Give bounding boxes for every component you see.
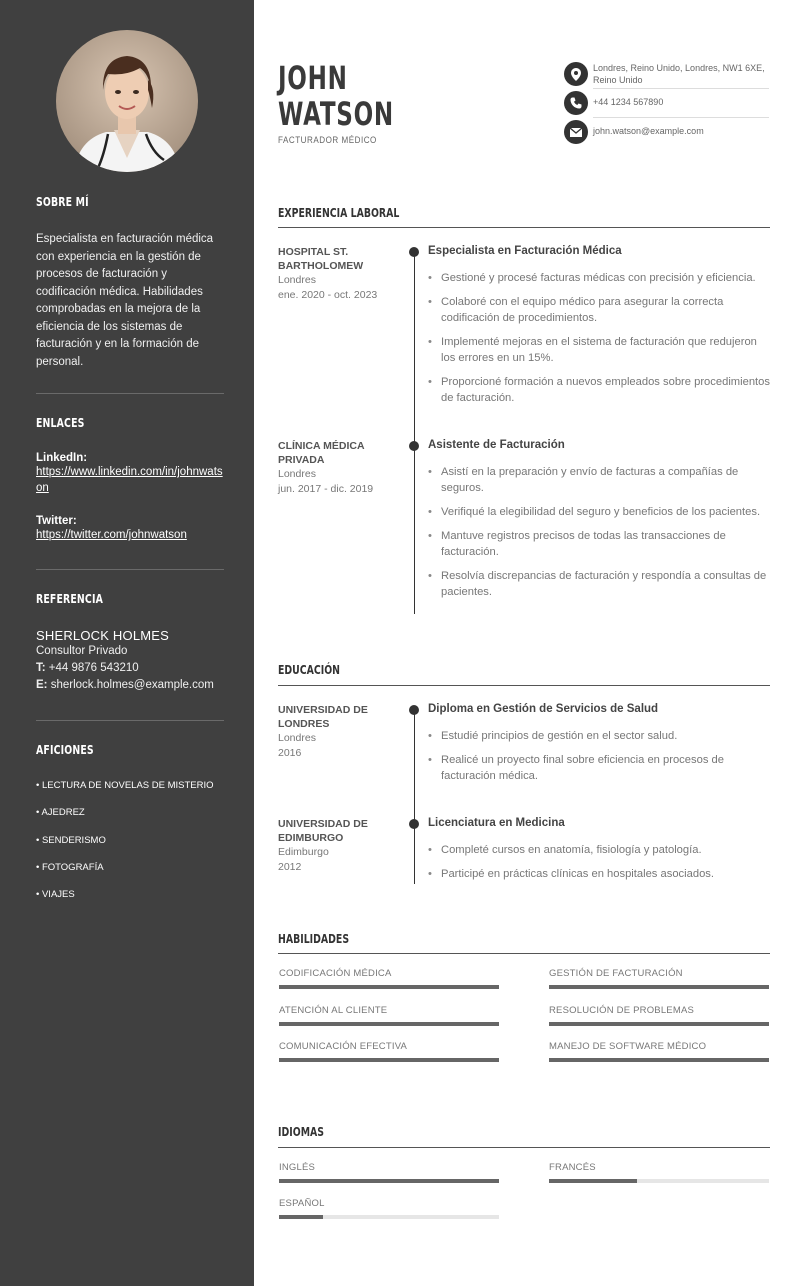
skill-bar xyxy=(549,1022,769,1026)
bullet-item: • Participé en prácticas clínicas en hospitales asociados. xyxy=(428,866,773,882)
timeline-dot xyxy=(409,819,419,829)
reference-title: REFERENCIA xyxy=(36,592,103,606)
skill-bar xyxy=(549,1058,769,1062)
skill-item xyxy=(279,1005,499,1026)
job-org: CLÍNICA MÉDICA PRIVADA xyxy=(278,440,365,466)
reference-phone-row xyxy=(36,660,224,677)
skill-bar xyxy=(279,1022,499,1026)
languages-title: IDIOMAS xyxy=(278,1125,324,1139)
reference-block xyxy=(36,628,224,693)
language-item xyxy=(279,1198,499,1219)
twitter-label: Twitter: xyxy=(36,515,77,527)
hobby-item: • AJEDREZ xyxy=(36,807,85,819)
skill-bar xyxy=(279,1058,499,1062)
phone-icon xyxy=(564,91,588,115)
language-label: FRANCÉS xyxy=(549,1162,596,1173)
language-bar xyxy=(279,1179,499,1183)
skill-item xyxy=(549,968,769,989)
bullet-item: • Gestioné y procesé facturas médicas con precisión y eficiencia. xyxy=(428,270,773,286)
reference-email[interactable]: sherlock.holmes@example.com xyxy=(50,679,214,691)
language-bar-fill xyxy=(279,1215,323,1219)
edu-org-block xyxy=(278,703,398,760)
about-text: Especialista en facturación médica con experiencia en la gestión de procesos de facturación y codificación médica. Habilidades comprobadas en la mejora de la eficiencia de los sistemas de facturación y en la formación de personal. xyxy=(36,233,214,368)
skill-bar xyxy=(549,985,769,989)
bullet-item: • Realicé un proyecto final sobre eficiencia en procesos de facturación médica. xyxy=(428,752,773,784)
edu-year: 2012 xyxy=(278,860,302,873)
timeline-line xyxy=(414,709,415,884)
job-org-block xyxy=(278,245,398,302)
skill-label: ATENCIÓN AL CLIENTE xyxy=(279,1005,388,1016)
contact-divider xyxy=(593,88,769,89)
skill-bar-fill xyxy=(549,1022,769,1026)
contact-divider xyxy=(593,117,769,118)
skill-label: COMUNICACIÓN EFECTIVA xyxy=(279,1041,408,1052)
edu-org: UNIVERSIDAD DE LONDRES xyxy=(278,704,368,730)
about-title: SOBRE MÍ xyxy=(36,195,89,209)
reference-phone-label: T: xyxy=(36,662,46,674)
timeline-dot xyxy=(409,705,419,715)
section-rule xyxy=(278,685,770,686)
job-location: Londres xyxy=(278,468,316,480)
candidate-name xyxy=(278,60,394,132)
bullet-item: • Asistí en la preparación y envío de facturas a compañías de seguros. xyxy=(428,464,773,496)
linkedin-url[interactable]: https://www.linkedin.com/in/johnwatson xyxy=(36,466,223,494)
sidebar-divider xyxy=(36,720,224,721)
bullet-item: • Verifiqué la elegibilidad del seguro y beneficios de los pacientes. xyxy=(428,504,773,520)
bullet-item: • Colaboré con el equipo médico para asegurar la correcta codificación de procedimientos. xyxy=(428,294,773,326)
links-title: ENLACES xyxy=(36,416,85,430)
hobby-item: • SENDERISMO xyxy=(36,834,106,846)
section-rule xyxy=(278,1147,770,1148)
skill-label: RESOLUCIÓN DE PROBLEMAS xyxy=(549,1005,695,1016)
twitter-url[interactable]: https://twitter.com/johnwatson xyxy=(36,529,187,541)
skill-bar xyxy=(279,985,499,989)
job-org-block xyxy=(278,439,398,496)
edu-year: 2016 xyxy=(278,746,302,759)
edu-org: UNIVERSIDAD DE EDIMBURGO xyxy=(278,818,368,844)
hobbies-title: AFICIONES xyxy=(36,743,94,757)
timeline-dot xyxy=(409,247,419,257)
links-section xyxy=(36,416,224,430)
edu-location: Edimburgo xyxy=(278,846,329,858)
about-section xyxy=(36,195,224,209)
language-bar-fill xyxy=(279,1179,499,1183)
bullet-item: • Proporcioné formación a nuevos empleados sobre procedimientos de facturación. xyxy=(428,374,773,406)
job-bullets xyxy=(428,270,773,414)
language-bar xyxy=(549,1179,769,1183)
education-title: EDUCACIÓN xyxy=(278,663,341,677)
phone-text: +44 1234 567890 xyxy=(593,97,664,107)
twitter-link-block xyxy=(36,515,224,543)
edu-degree: Licenciatura en Medicina xyxy=(428,817,565,829)
job-location: Londres xyxy=(278,274,316,286)
linkedin-link-block xyxy=(36,452,224,496)
skill-item xyxy=(549,1041,769,1062)
reference-name: SHERLOCK HOLMES xyxy=(36,628,170,643)
job-dates: ene. 2020 - oct. 2023 xyxy=(278,288,378,301)
language-label: INGLÉS xyxy=(279,1162,316,1173)
job-role: Asistente de Facturación xyxy=(428,439,565,451)
edu-bullets xyxy=(428,728,773,792)
skill-bar-fill xyxy=(279,1058,499,1062)
job-bullets xyxy=(428,464,773,608)
job-dates: jun. 2017 - dic. 2019 xyxy=(278,482,374,495)
first-name: JOHN xyxy=(278,59,348,97)
skill-item xyxy=(549,1005,769,1026)
section-rule xyxy=(278,953,770,954)
edu-org-block xyxy=(278,817,398,874)
sidebar-divider xyxy=(36,569,224,570)
hobbies-list xyxy=(36,780,224,916)
reference-email-label: E: xyxy=(36,679,48,691)
job-org: HOSPITAL ST. BARTHOLOMEW xyxy=(278,246,364,272)
job-title: FACTURADOR MÉDICO xyxy=(278,135,377,146)
skill-bar-fill xyxy=(279,1022,499,1026)
bullet-item: • Estudié principios de gestión en el sector salud. xyxy=(428,728,773,744)
hobby-item: • FOTOGRAFÍA xyxy=(36,861,104,873)
edu-degree: Diploma en Gestión de Servicios de Salud xyxy=(428,703,659,715)
location-pin-icon xyxy=(564,62,588,86)
profile-photo xyxy=(56,30,198,172)
reference-email-row xyxy=(36,677,224,693)
about-text-block xyxy=(36,231,224,371)
reference-role: Consultor Privado xyxy=(36,645,128,657)
hobbies-section xyxy=(36,743,224,757)
last-name: WATSON xyxy=(278,95,394,133)
skill-bar-fill xyxy=(279,985,499,989)
hobby-item: • LECTURA DE NOVELAS DE MISTERIO xyxy=(36,780,214,791)
skill-item xyxy=(279,968,499,989)
section-rule xyxy=(278,227,770,228)
email-text[interactable]: john.watson@example.com xyxy=(593,126,704,136)
language-bar xyxy=(279,1215,499,1219)
bullet-item: • Resolvía discrepancias de facturación y respondía a consultas de pacientes. xyxy=(428,568,773,600)
skill-bar-fill xyxy=(549,1058,769,1062)
bullet-item: • Completé cursos en anatomía, fisiología y patología. xyxy=(428,842,773,858)
language-bar-fill xyxy=(549,1179,637,1183)
language-label: ESPAÑOL xyxy=(279,1198,325,1209)
sidebar-divider xyxy=(36,393,224,394)
skill-label: MANEJO DE SOFTWARE MÉDICO xyxy=(549,1041,707,1052)
edu-bullets xyxy=(428,842,773,890)
skill-label: CODIFICACIÓN MÉDICA xyxy=(279,968,392,979)
reference-section xyxy=(36,592,224,606)
bullet-item: • Mantuve registros precisos de todas las transacciones de facturación. xyxy=(428,528,773,560)
skills-title: HABILIDADES xyxy=(278,932,350,946)
timeline-line xyxy=(414,251,415,614)
skill-item xyxy=(279,1041,499,1062)
skill-bar-fill xyxy=(549,985,769,989)
reference-phone: +44 9876 543210 xyxy=(48,662,139,674)
experience-title: EXPERIENCIA LABORAL xyxy=(278,206,400,220)
language-item xyxy=(279,1162,499,1183)
timeline-dot xyxy=(409,441,419,451)
hobby-item: • VIAJES xyxy=(36,889,75,901)
job-role: Especialista en Facturación Médica xyxy=(428,245,622,257)
bullet-item: • Implementé mejoras en el sistema de facturación que redujeron los errores en un 15%. xyxy=(428,334,773,366)
edu-location: Londres xyxy=(278,732,316,744)
address-text: Londres, Reino Unido, Londres, NW1 6XE, Reino Unido xyxy=(593,63,765,85)
skill-label: GESTIÓN DE FACTURACIÓN xyxy=(549,968,683,979)
email-icon xyxy=(564,120,588,144)
language-item xyxy=(549,1162,769,1183)
linkedin-label: LinkedIn: xyxy=(36,452,88,464)
